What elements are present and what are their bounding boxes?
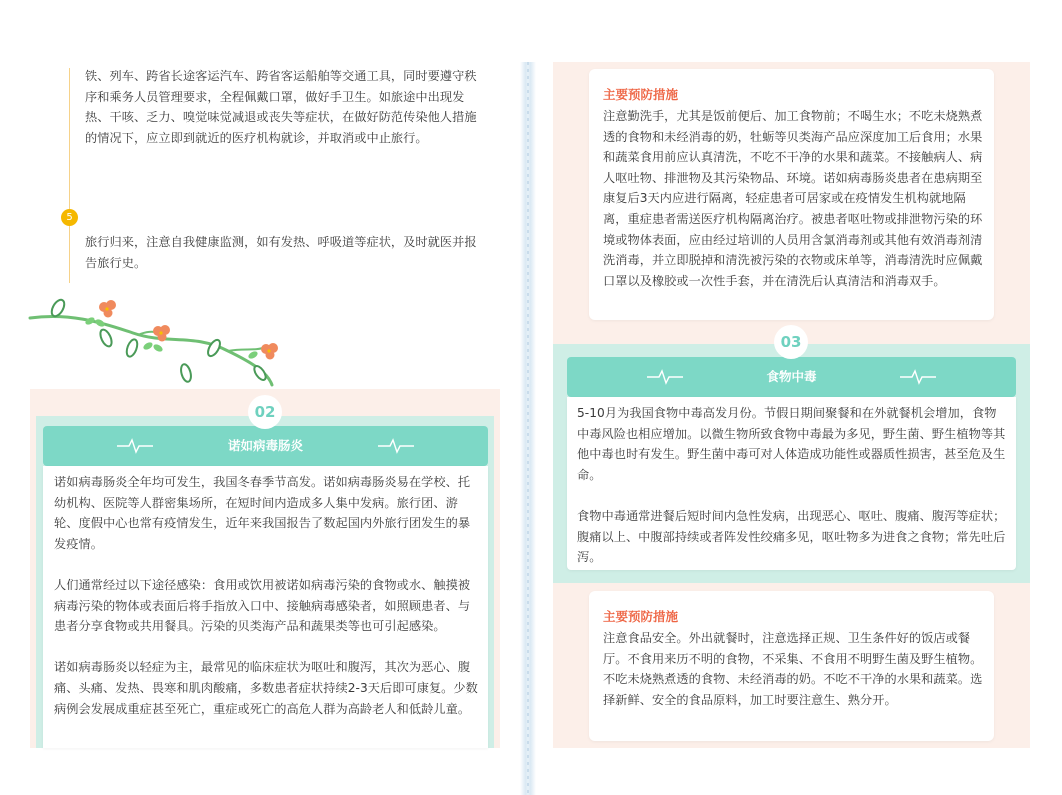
section-03-paragraph-1: 5-10月为我国食物中毒高发月份。节假日期间聚餐和在外就餐机会增加，食物中毒风险也相应增加。以微生物所致食物中毒最为多见，野生菌、野生植物等其他中毒也时有发生。野生菌中毒可对人体造成功能性或器质性损害，甚至危及生命。 bbox=[577, 406, 1006, 482]
flower-vine-illustration bbox=[28, 293, 290, 389]
section-03-title-band bbox=[567, 357, 1016, 397]
section-02-title: 诺如病毒肠炎 bbox=[227, 438, 303, 453]
section-03-body bbox=[577, 403, 1008, 568]
page-divider bbox=[520, 62, 536, 795]
heartbeat-icon bbox=[647, 357, 683, 397]
return-advice-text: 旅行归来，注意自我健康监测，如有发热、呼吸道等症状，及时就医并报告旅行史。 bbox=[85, 235, 477, 270]
timeline-line bbox=[69, 68, 70, 283]
heartbeat-icon bbox=[900, 357, 936, 397]
prevention-2-title: 主要预防措施 bbox=[603, 609, 679, 624]
step-number-badge: 5 bbox=[61, 209, 78, 226]
section-03-paragraph-2: 食物中毒通常进餐后短时间内急性发病，出现恶心、呕吐、腹痛、腹泻等症状；腹痛以上、中腹部持续或者阵发性绞痛多见，呕吐物多为进食之食物；常先吐后泻。 bbox=[577, 508, 1006, 565]
heartbeat-icon bbox=[117, 426, 153, 466]
section-02-paragraph-3: 诺如病毒肠炎以轻症为主，最常见的临床症状为呕吐和腹泻，其次为恶心、腹痛、头痛、发热、畏寒和肌肉酸痛，多数患者症状持续2-3天后即可康复。少数病例会发展成重症甚至死亡，重症或死亡的高危人群为高龄老人和低龄儿童。 bbox=[54, 660, 478, 716]
section-02-number: 02 bbox=[248, 395, 282, 429]
section-02-title-band bbox=[43, 426, 488, 466]
travel-advice-text: 铁、列车、跨省长途客运汽车、跨省客运船舶等交通工具，同时要遵守秩序和乘务人员管理要求，全程佩戴口罩，做好手卫生。如旅途中出现发热、干咳、乏力、嗅觉味觉减退或丧失等症状，在做好防范传染他人措施的情况下，应立即到就近的医疗机构就诊，并取消或中止旅行。 bbox=[85, 69, 477, 145]
heartbeat-icon bbox=[378, 426, 414, 466]
prevention-2-text: 注意食品安全。外出就餐时，注意选择正规、卫生条件好的饭店或餐厅。不食用来历不明的食物，不采集、不食用不明野生菌及野生植物。不吃未烧熟煮透的食物、未经消毒的奶。不吃不干净的水果和蔬菜。选择新鲜、安全的食品原料，加工时要注意生、熟分开。 bbox=[603, 631, 983, 707]
section-03-number: 03 bbox=[774, 325, 808, 359]
section-03-title: 食物中毒 bbox=[766, 369, 817, 384]
prevention-1-text: 注意勤洗手，尤其是饭前便后、加工食物前；不喝生水；不吃未烧熟煮透的食物和未经消毒的奶，牡蛎等贝类海产品应深度加工后食用；水果和蔬菜食用前应认真清洗，不吃不干净的水果和蔬菜。不接触病人、病人呕吐物、排泄物及其污染物品、环境。诺如病毒肠炎患者在患病期至康复后3天内应进行隔离，轻症患者可居家或在疫情发生机构就地隔离，重症患者需送医疗机构隔离治疗。被患者呕吐物或排泄物污染的环境或物体表面，应由经过培训的人员用含氯消毒剂或其他有效消毒剂清洗消毒，并立即脱掉和清洗被污染的衣物或床单等，消毒清洗时应佩戴口罩以及橡胶或一次性手套，并在清洗后认真清洁和消毒双手。 bbox=[603, 109, 983, 288]
prevention-1-title: 主要预防措施 bbox=[603, 87, 679, 102]
section-02-body bbox=[54, 472, 479, 719]
section-02-paragraph-1: 诺如病毒肠炎全年均可发生，我国冬春季节高发。诺如病毒肠炎易在学校、托幼机构、医院等人群密集场所，在短时间内造成多人集中发病。旅行团、游轮、度假中心也常有疫情发生，近年来我国报告了数起国内外旅行团发生的暴发疫情。 bbox=[54, 475, 471, 551]
section-02-paragraph-2: 人们通常经过以下途径感染：食用或饮用被诺如病毒污染的食物或水、触摸被病毒污染的物体或表面后将手指放入口中、接触病毒感染者，如照顾患者、与患者分享食物或共用餐具。污染的贝类海产品和蔬果类等也可引起感染。 bbox=[54, 577, 471, 634]
